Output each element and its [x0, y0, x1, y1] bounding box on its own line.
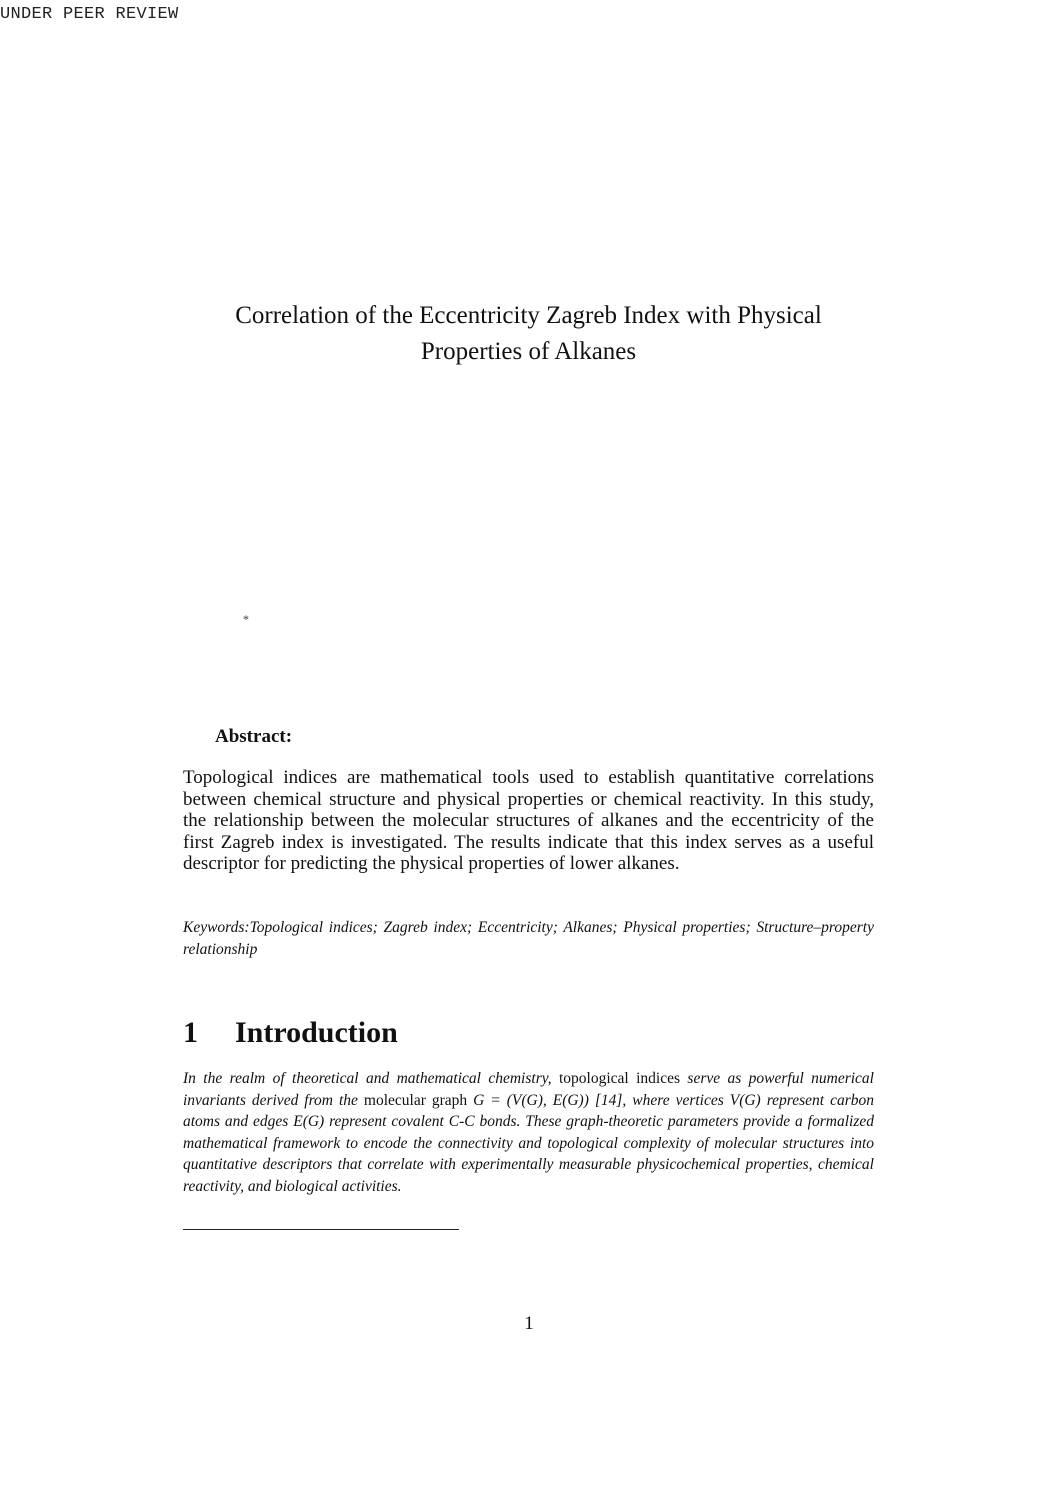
- section-number: 1: [183, 1016, 198, 1049]
- intro-segment: molecular graph: [357, 1091, 474, 1109]
- intro-segment: In the realm of theoretical and mathematical chemistry,: [183, 1070, 552, 1087]
- footnote-rule: [183, 1229, 459, 1230]
- abstract-heading: Abstract:: [215, 726, 293, 747]
- paper-title: Correlation of the Eccentricity Zagreb Index with Physical Properties of Alkanes: [235, 302, 822, 365]
- introduction-paragraph: [183, 1068, 874, 1197]
- peer-review-watermark: UNDER PEER REVIEW: [0, 5, 179, 24]
- abstract-body: Topological indices are mathematical tools used to establish quantitative correlations between chemical structure and physical properties or chemical reactivity. In this study, the relationship between the molecular structures of alkanes and the eccentricity of the first Zagreb index is investigated. The results indicate that this index serves as a useful descriptor for predicting the physical properties of lower alkanes.: [183, 767, 874, 874]
- section-title: Introduction: [235, 1016, 398, 1049]
- page-number: 1: [524, 1313, 534, 1334]
- intro-segment: topological indices: [551, 1070, 688, 1087]
- intro-segment: serve as powerful numerical invariants derived from the: [183, 1070, 874, 1109]
- keywords: Keywords:Topological indices; Zagreb index; Eccentricity; Alkanes; Physical properties; Structure–property relationship: [183, 919, 874, 958]
- section-heading-introduction: [183, 1016, 398, 1050]
- affiliation-marker: *: [243, 612, 249, 626]
- intro-segment: G = (V(G), E(G)) [14], where vertices V(G) represent carbon atoms and edges E(G) represent covalent C-C bonds. These graph-theoretic parameters provide a formalized mathematical framework to encode the connectivity and topological complexity of molecular structures into quantitative descriptors that correlate with experimentally measurable physicochemical properties, chemical reactivity, and biological activities.: [183, 1091, 874, 1195]
